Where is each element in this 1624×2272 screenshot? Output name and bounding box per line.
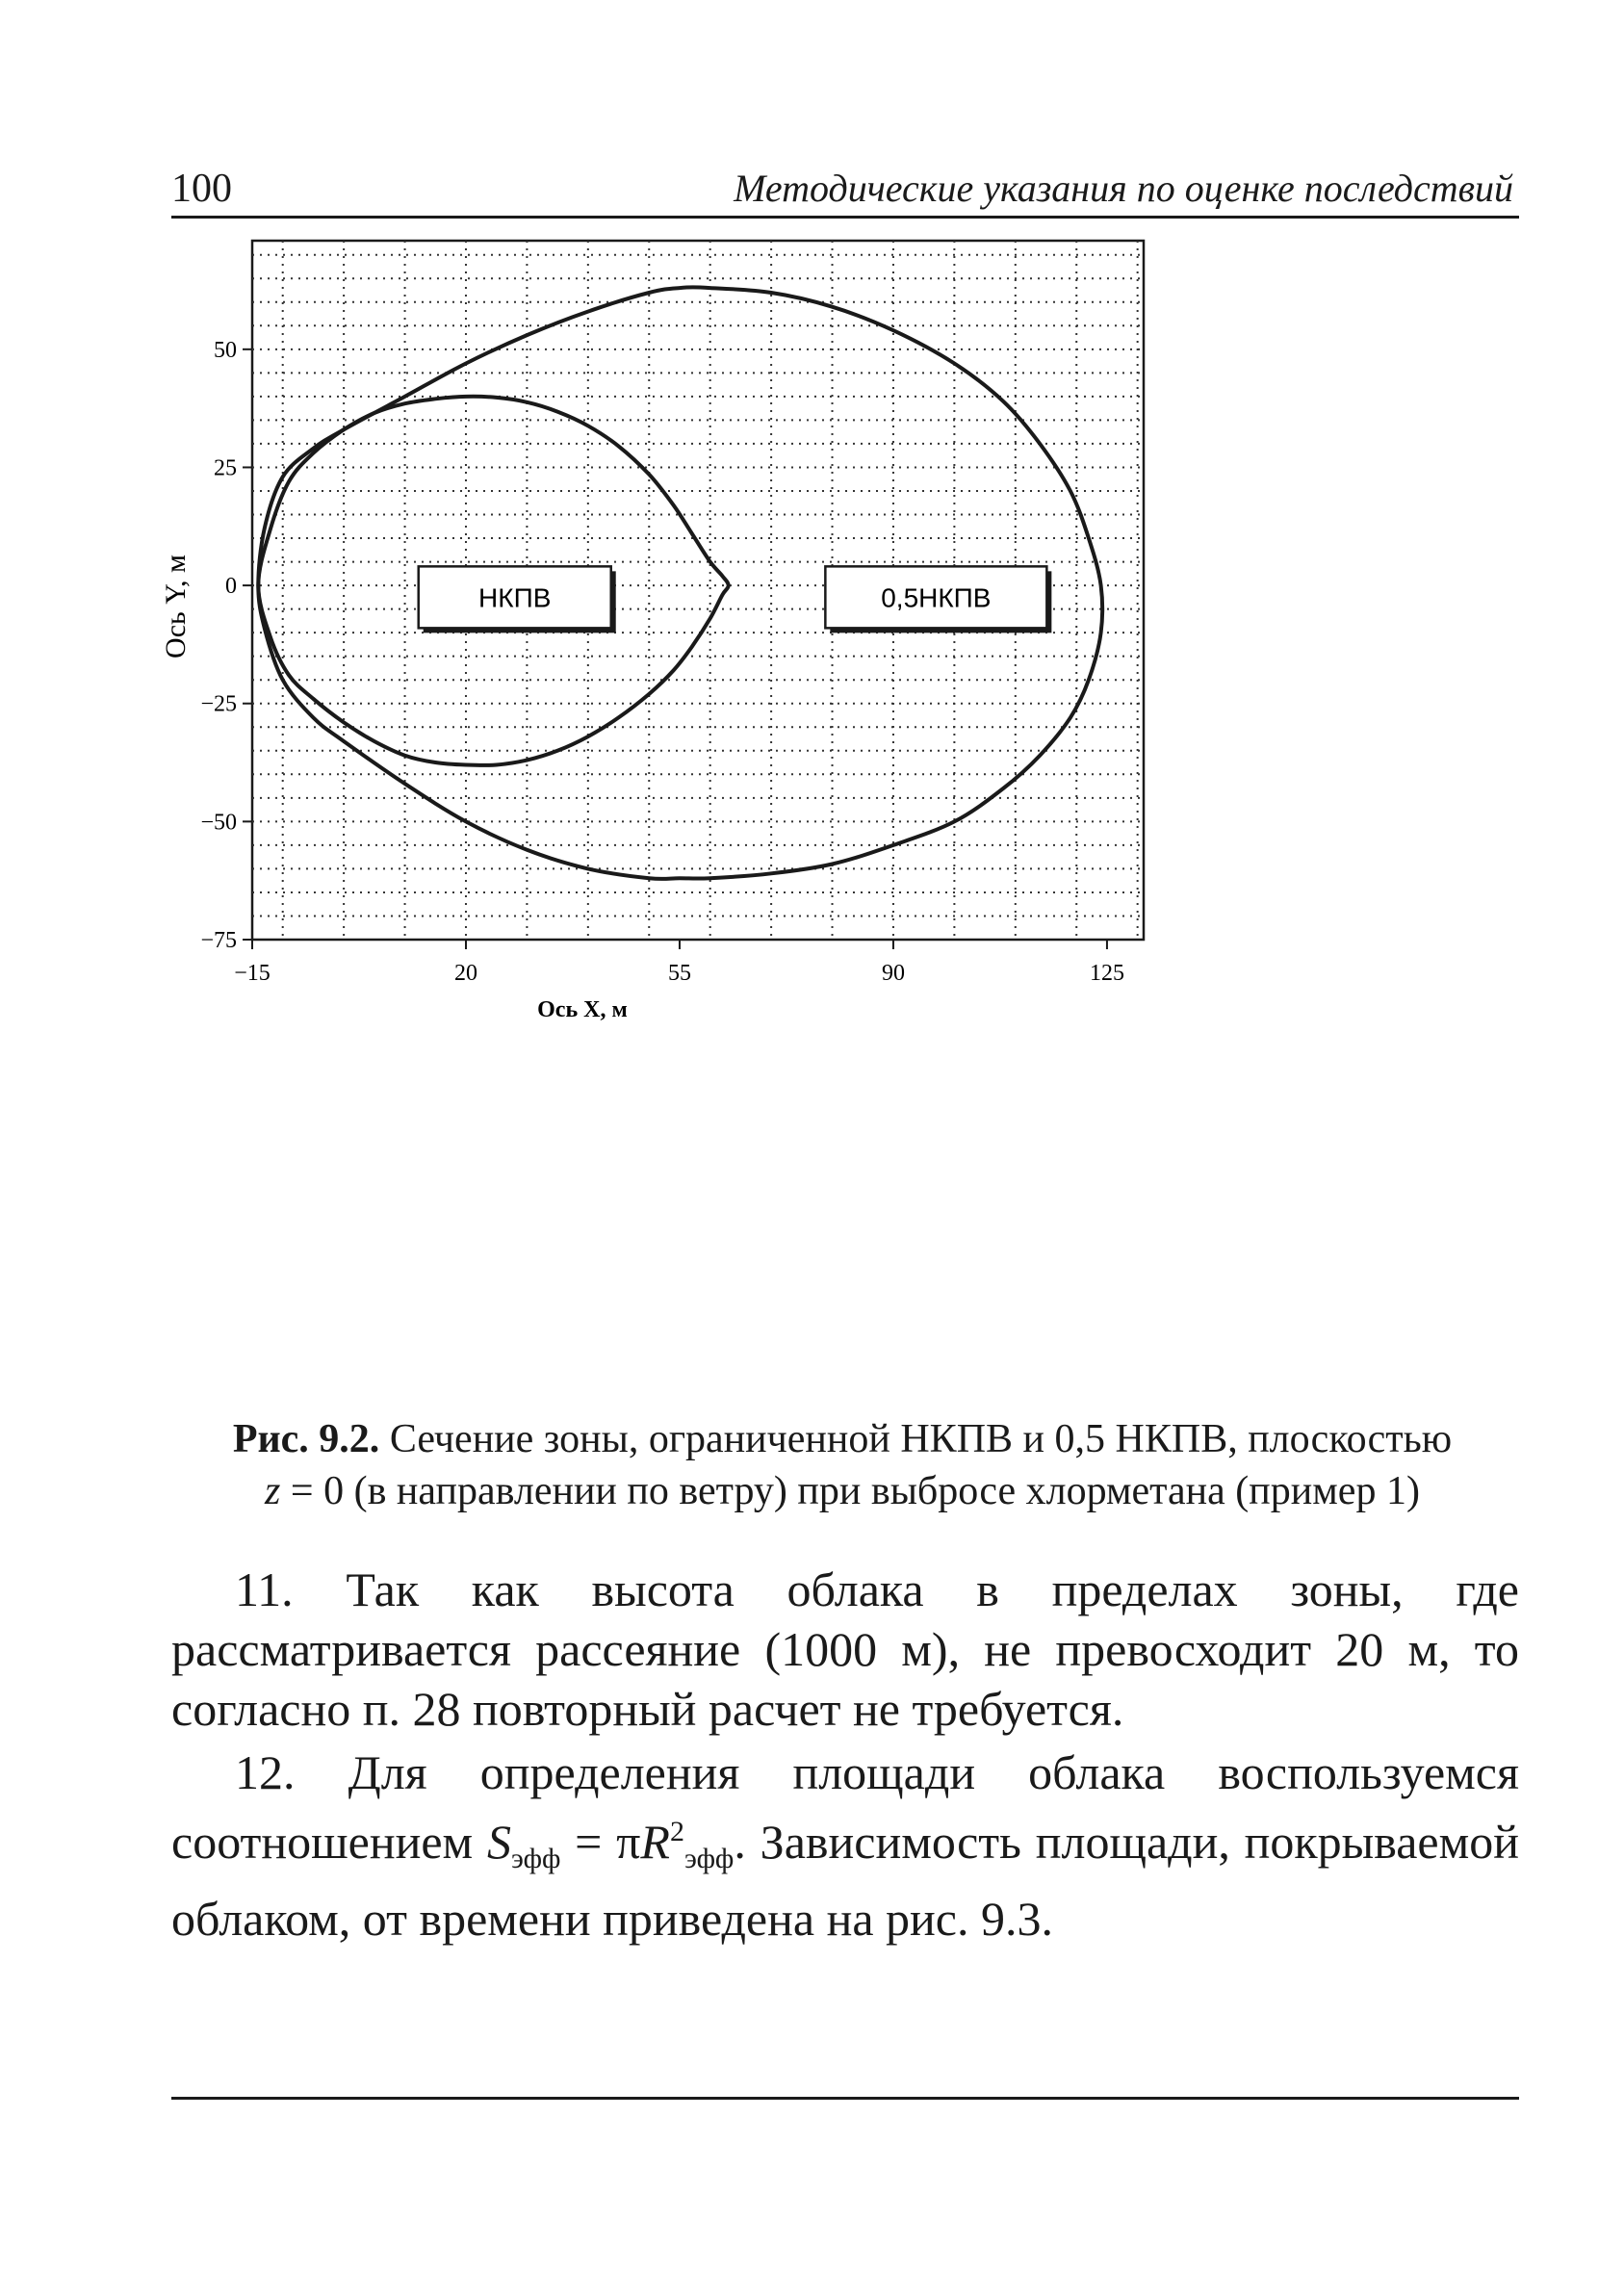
formula-sup: 2 xyxy=(669,1816,684,1847)
y-tick-label: 25 xyxy=(214,455,237,481)
formula-sub1: эфф xyxy=(510,1843,561,1874)
axis-ticks xyxy=(243,349,1107,949)
running-title: Методические указания по оценке последствий xyxy=(734,167,1513,210)
x-tick-label: 90 xyxy=(881,961,905,986)
x-tick-label: −15 xyxy=(234,961,271,986)
paragraph-12-text-before: 12. Для определения площади облака воспользуемся соотношением xyxy=(171,1745,1519,1869)
y-tick-label: −50 xyxy=(200,810,237,836)
paragraph-12-text-after: . Зависимость площади, покрываемой облаком, от времени приведена на рис. 9.3. xyxy=(171,1815,1520,1946)
caption-line2: = 0 (в направлении по ветру) при выбросе хлорметана (пример 1) xyxy=(280,1469,1420,1513)
formula-eq: = π xyxy=(560,1815,641,1869)
y-tick-label: 50 xyxy=(214,337,237,363)
formula-S: S xyxy=(486,1815,511,1869)
annotations xyxy=(419,566,1052,633)
page-header xyxy=(171,162,1519,219)
footer-rule xyxy=(171,2097,1519,2100)
figure-caption xyxy=(154,1413,1531,1517)
annotation-label: НКПВ xyxy=(478,582,552,613)
y-tick-label: −75 xyxy=(200,928,237,953)
paragraph-12 xyxy=(171,1743,1519,1949)
annotation-label: 0,5НКПВ xyxy=(881,582,992,613)
y-tick-label: 0 xyxy=(225,574,237,600)
x-tick-label: 55 xyxy=(667,961,691,986)
caption-line1: Сечение зоны, ограниченной НКПВ и 0,5 НКПВ, плоскостью xyxy=(389,1417,1453,1461)
formula-sub2: эфф xyxy=(683,1843,735,1874)
x-tick-label: 125 xyxy=(1089,961,1124,986)
page-number: 100 xyxy=(171,167,232,211)
y-tick-label: −25 xyxy=(200,691,237,717)
y-axis-label: Ось Y, м xyxy=(160,555,192,658)
x-tick-label: 20 xyxy=(453,961,477,986)
x-axis-label: Ось X, м xyxy=(537,997,628,1022)
chart xyxy=(154,231,1540,1406)
figure-label: Рис. 9.2. xyxy=(232,1417,380,1461)
paragraph-11: 11. Так как высота облака в пределах зоны, где рассматривается рассеяние (1000 м), не превосходит 20 м, то согласно п. 28 повторный расчет не требуется. xyxy=(171,1562,1519,1736)
caption-variable: z xyxy=(265,1469,281,1513)
formula-R: R xyxy=(640,1815,670,1869)
